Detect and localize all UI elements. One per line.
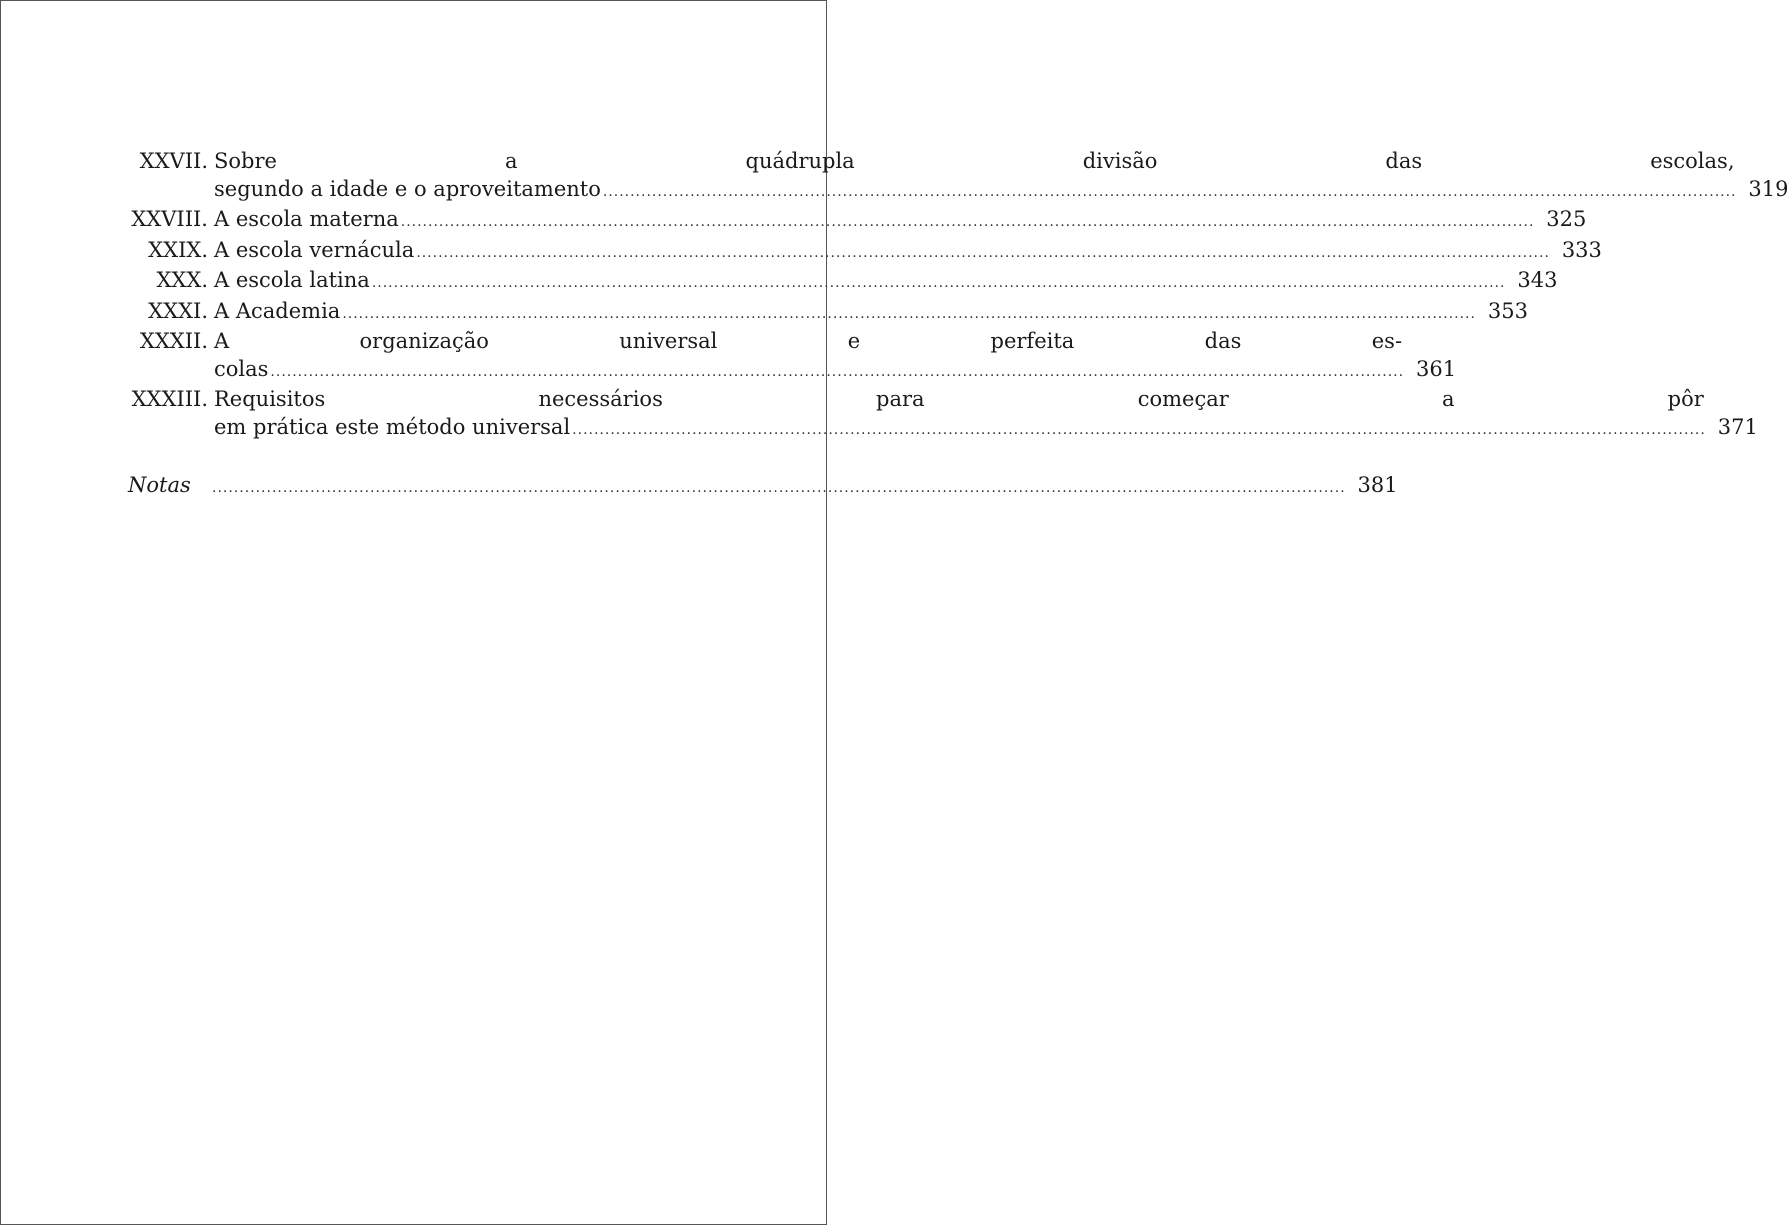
chapter-numeral: XXVIII. [131,207,208,231]
chapter-title: A Academia [214,298,341,323]
chapter-title: A escola latina [214,268,370,292]
chapter-title: Sobre a quádrupla divisão das escolas, [214,149,1735,173]
toc-entry-line [214,356,1456,387]
dot-leader [342,301,1476,329]
toc-entry-line [214,237,1602,268]
dot-leader [603,179,1737,207]
chapter-numeral: XXIX. [148,237,208,262]
page-number: 343 [1517,268,1558,292]
toc-entry-line [214,176,1789,207]
toc-entry-line [214,148,1789,176]
chapter-title: A escola vernácula [214,237,415,262]
dot-leader [416,240,1550,268]
page-number: 371 [1717,414,1758,439]
chapter-numeral: XXVII. [139,149,208,173]
toc-entry[interactable] [120,148,1789,206]
page-number: 319 [1748,176,1789,201]
page-number: 381 [1357,473,1398,497]
toc-entry[interactable] [120,237,1602,268]
chapter-title: A escola materna [214,207,399,231]
toc-entry[interactable] [120,267,1558,298]
toc-entry-notes[interactable] [120,472,1398,503]
toc-entry[interactable] [120,298,1528,329]
toc-entry[interactable] [120,386,1758,444]
toc-entry-line [214,298,1528,329]
page-number: 333 [1561,237,1602,262]
toc-entry-line [214,206,1586,237]
toc-entry-line [214,267,1557,298]
chapter-title: em prática este método universal [214,414,571,439]
dot-leader [572,417,1706,445]
dot-leader [401,209,1535,237]
chapter-numeral: XXX. [156,268,208,292]
dot-leader [212,475,1346,503]
chapter-title: Requisitos necessários para começar a pôr [214,387,1704,411]
toc-entry-line [214,414,1758,445]
dot-leader [372,270,1506,298]
page-number: 361 [1415,356,1457,381]
table-of-contents [120,148,1789,503]
spacer [120,444,700,472]
chapter-numeral: XXXII. [139,329,208,353]
chapter-numeral: XXXIII. [131,387,208,411]
page-number: 353 [1487,298,1528,323]
page-number: 325 [1546,207,1587,231]
dot-leader [270,359,1404,387]
toc-entry[interactable] [120,206,1587,237]
notes-label: Notas [128,473,191,497]
chapter-title: segundo a idade e o aproveitamento [214,176,601,201]
chapter-title: colas [214,356,269,381]
toc-entry-line [214,328,1456,356]
chapter-title: A organização universal e perfeita das es- [214,329,1403,353]
toc-entry[interactable] [120,328,1457,386]
toc-entry-line [214,386,1758,414]
chapter-numeral: XXXI. [148,298,208,323]
